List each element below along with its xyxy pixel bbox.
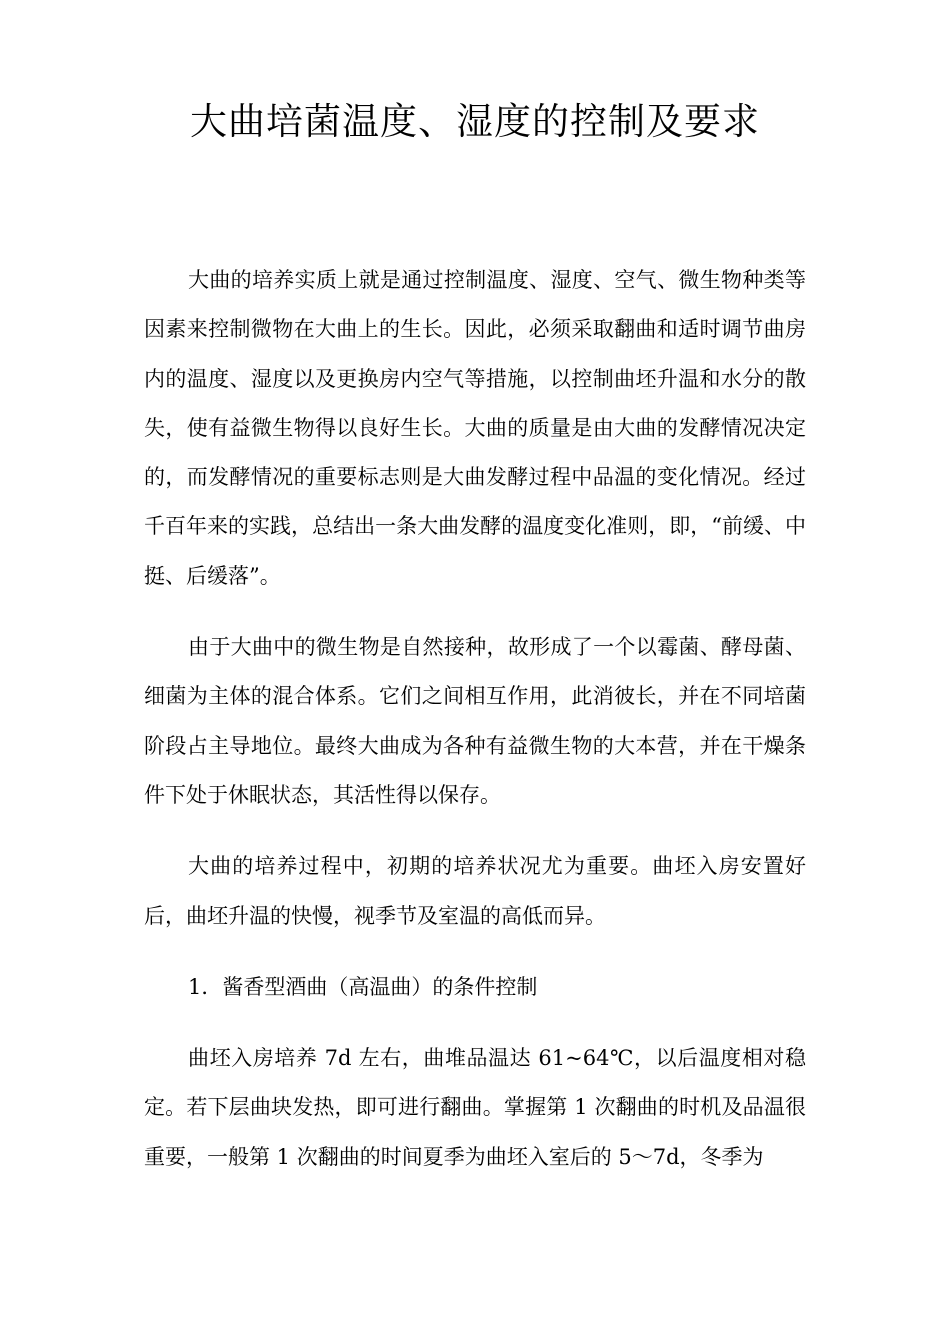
document-body [144,256,806,1182]
section-heading-high-temp-qu: 1．酱香型酒曲（高温曲）的条件控制 [188,974,538,999]
paragraph-intro: 大曲的培养实质上就是通过控制温度、湿度、空气、微生物种类等因素来控制微物在大曲上的生长。因此，必须采取翻曲和适时调节曲房内的温度、湿度以及更换房内空气等措施，以控制曲坯升温和水分的散失，使有益微生物得以良好生长。大曲的质量是由大曲的发酵情况决定的，而发酵情况的重要标志则是大曲发酵过程中品温的变化情况。经过千百年来的实践，总结出一条大曲发酵的温度变化准则，即，“前缓、中挺、后缓落”。 [144,268,806,588]
document-title: 大曲培菌温度、湿度的控制及要求 [190,100,760,143]
paragraph-turning-qu: 曲坯入房培养 7d 左右，曲堆品温达 61~64℃，以后温度相对稳定。若下层曲块发热，即可进行翻曲。掌握第 1 次翻曲的时机及品温很重要，一般第 1 次翻曲的时间夏季为曲坯入室后的 5～7d，冬季为 [144,1046,806,1169]
paragraph-microbes: 由于大曲中的微生物是自然接种，故形成了一个以霉菌、酵母菌、细菌为主体的混合体系。它们之间相互作用，此消彼长，并在不同培菌阶段占主导地位。最终大曲成为各种有益微生物的大本营，并在干燥条件下处于休眠状态，其活性得以保存。 [144,635,806,807]
paragraph-initial-culture: 大曲的培养过程中，初期的培养状况尤为重要。曲坯入房安置好后，曲坯升温的快慢，视季节及室温的高低而异。 [144,854,806,928]
